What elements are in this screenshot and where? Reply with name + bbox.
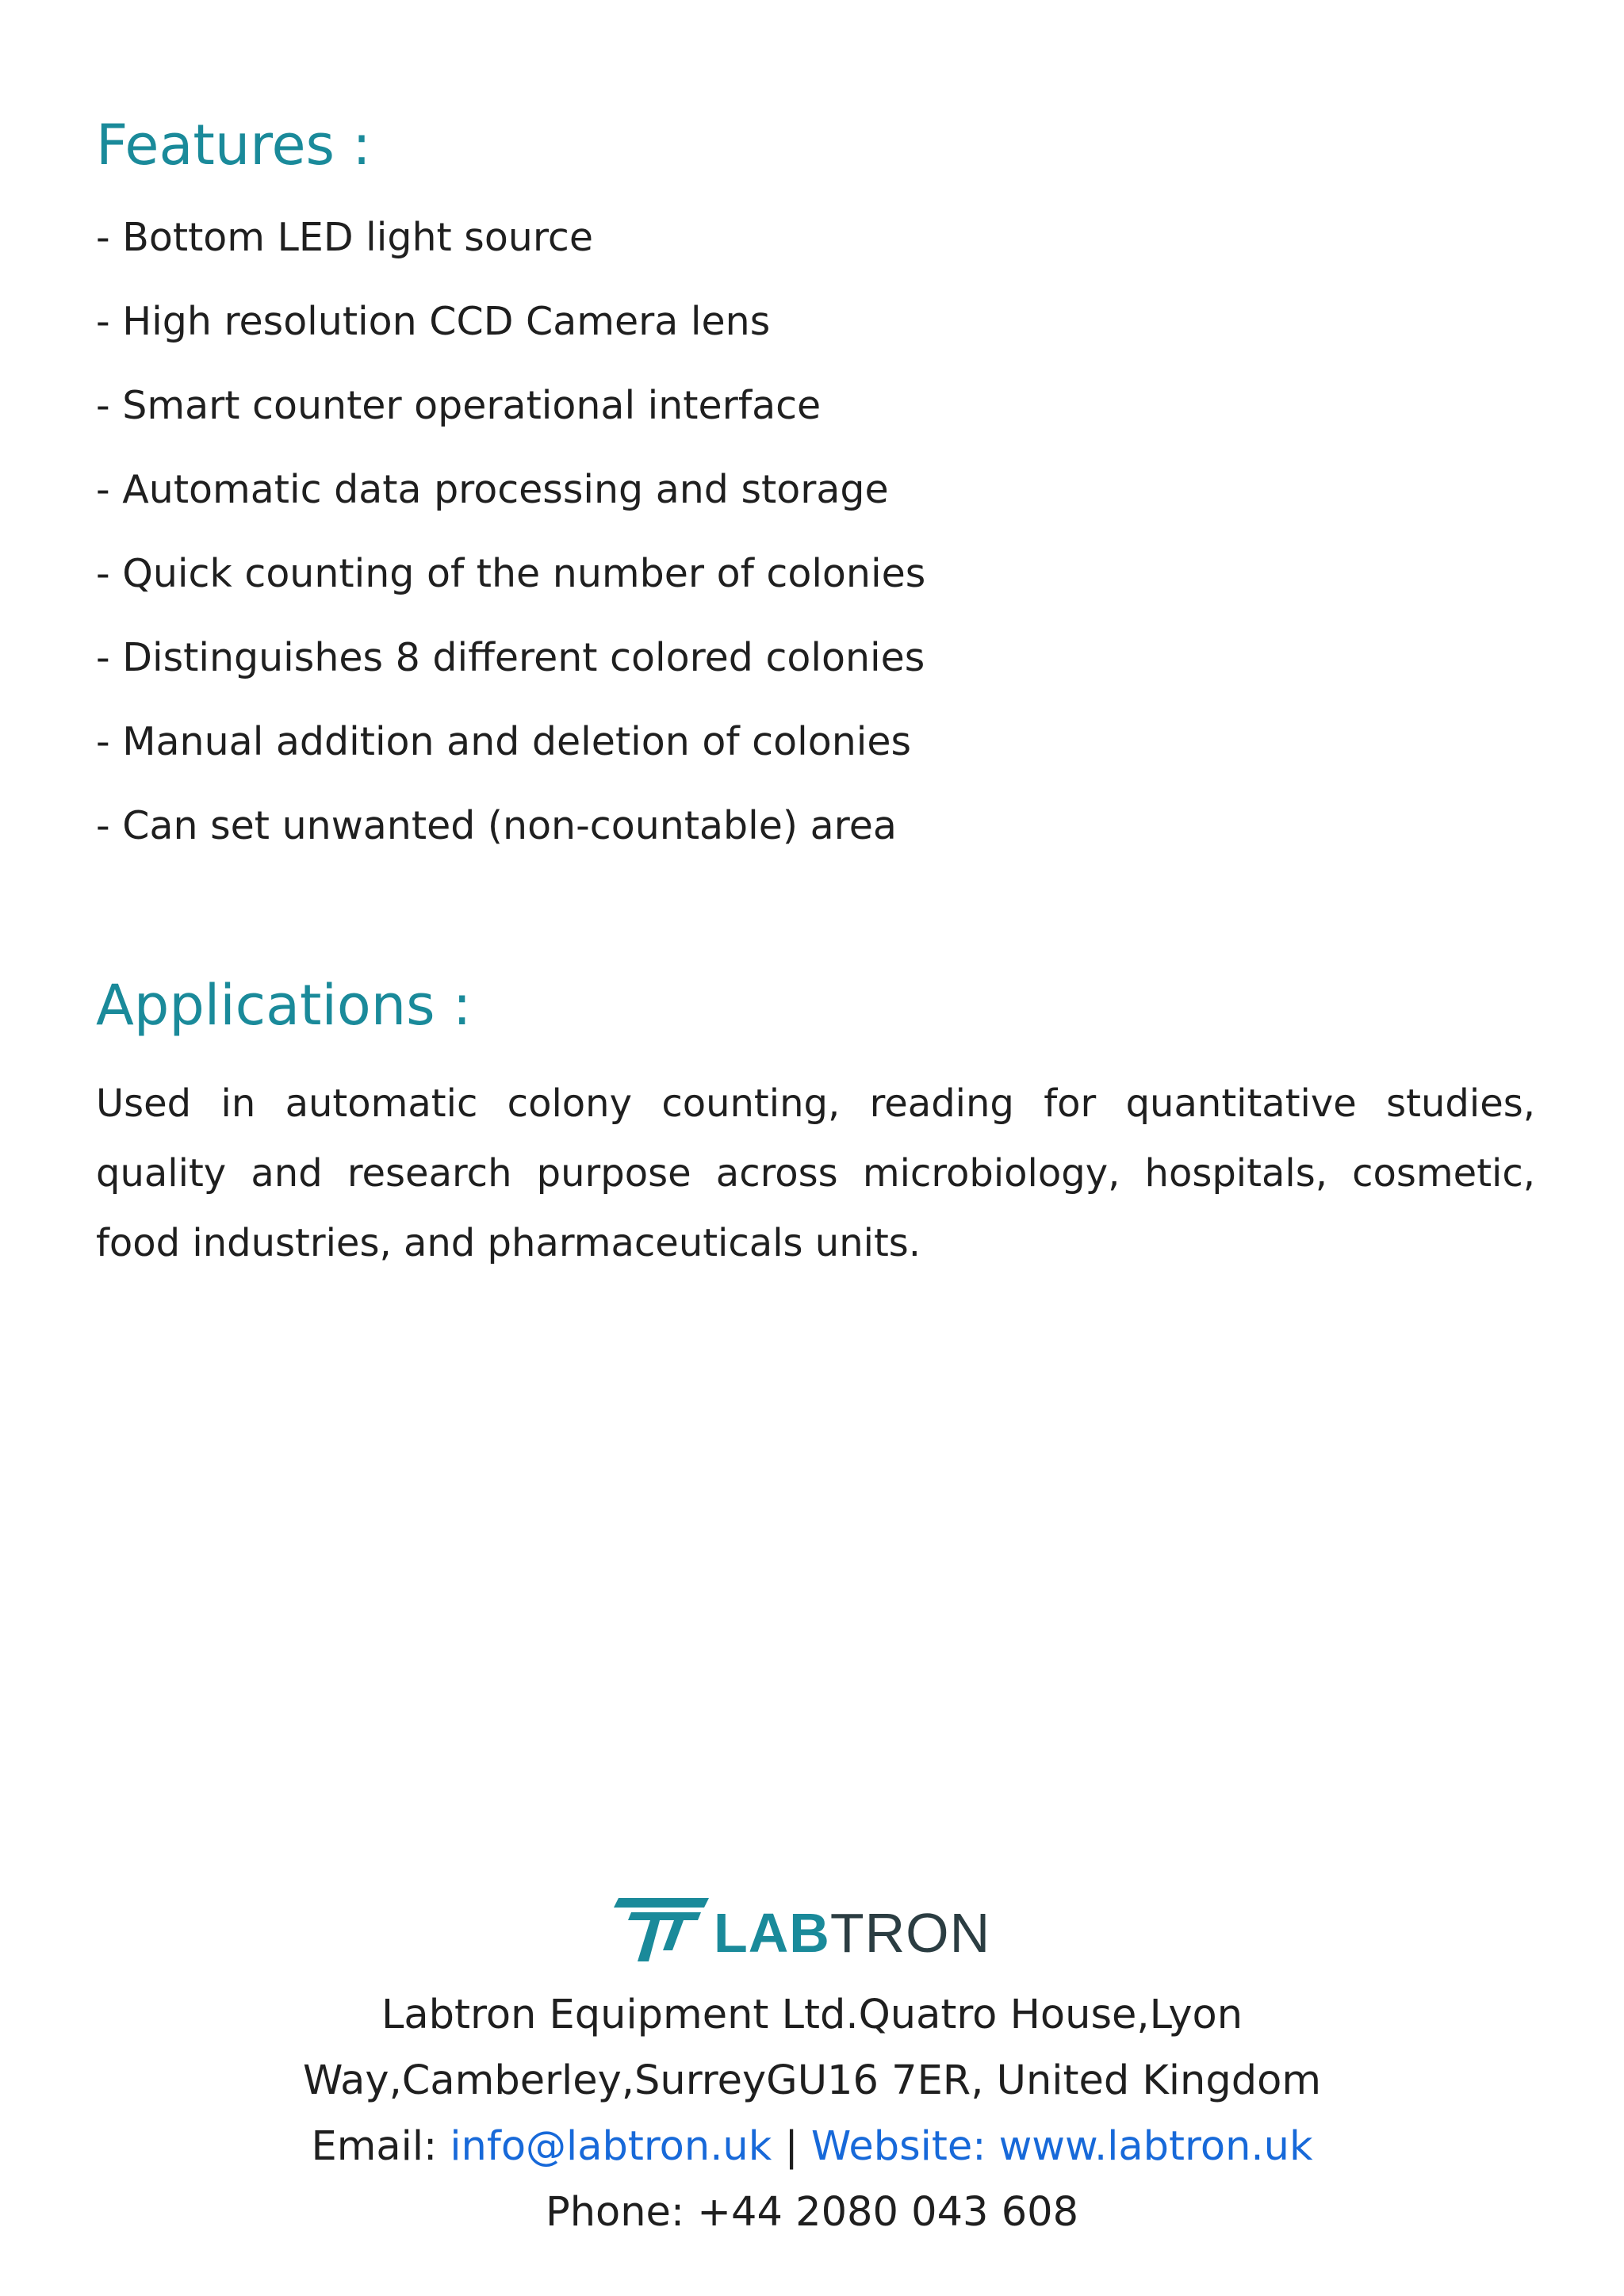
logo-word-regular: TRON (829, 1902, 991, 1964)
list-item: - High resolution CCD Camera lens (96, 299, 771, 344)
list-item: - Manual addition and deletion of colonies (96, 719, 912, 764)
logo-word-bold: LAB (714, 1902, 830, 1964)
separator: | (772, 2123, 811, 2170)
list-item: - Smart counter operational interface (96, 383, 822, 428)
website-link[interactable]: Website: www.labtron.uk (810, 2123, 1313, 2170)
applications-heading: Applications : (96, 973, 472, 1038)
applications-paragraph: Used in automatic colony counting, reading for quantitative studies, quality and research purpose across microbiology, hospitals, cosmetic, food industries, and pharmaceuticals units. (96, 1081, 1535, 1265)
list-item: - Quick counting of the number of colonies (96, 551, 926, 596)
labtron-logo (614, 1895, 1010, 1966)
list-item: - Automatic data processing and storage (96, 467, 889, 512)
address-line-2: Way,Camberley,SurreyGU16 7ER, United Kingdom (302, 2057, 1321, 2104)
features-heading: Features : (96, 113, 371, 178)
email-label: Email: (311, 2123, 450, 2170)
feature-list (96, 210, 1285, 882)
list-item: - Distinguishes 8 different colored colonies (96, 635, 925, 680)
list-item: - Bottom LED light source (96, 215, 594, 260)
phone-line: Phone: +44 2080 043 608 (545, 2189, 1079, 2236)
address-line-1: Labtron Equipment Ltd.Quatro House,Lyon (381, 1992, 1243, 2038)
labtron-logo-icon (614, 1895, 714, 1963)
list-item: - Can set unwanted (non-countable) area (96, 803, 897, 848)
email-link[interactable]: info@labtron.uk (450, 2123, 772, 2170)
footer (0, 1895, 1624, 2245)
logo-wordmark (714, 1903, 990, 1963)
contact-line (0, 2114, 1624, 2179)
contact-block (0, 1982, 1624, 2245)
